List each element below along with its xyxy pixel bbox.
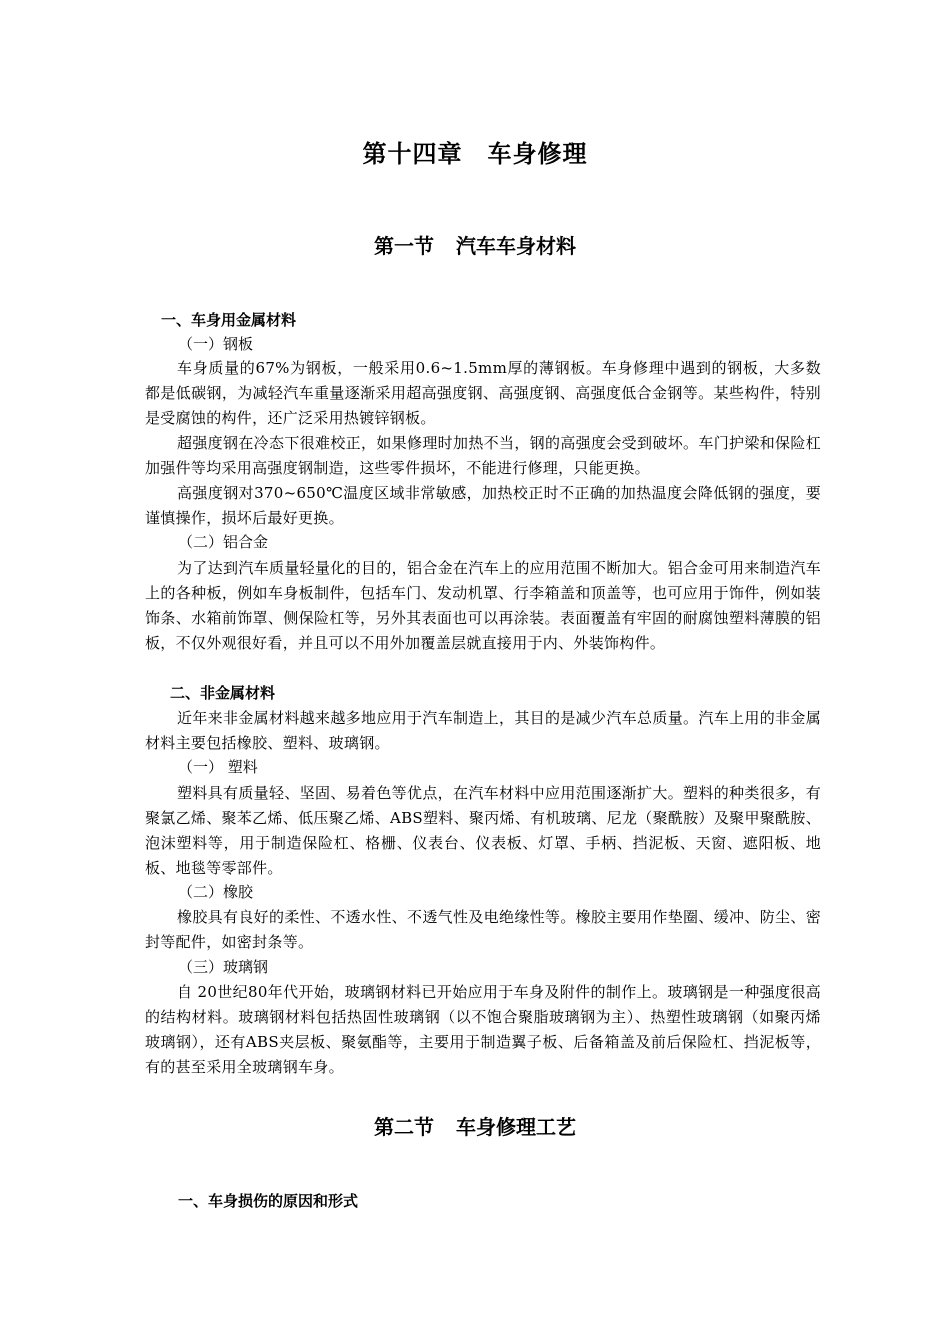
subheading-aluminum: （二）铝合金 xyxy=(178,533,269,551)
subheading-plastic: （一） 塑料 xyxy=(178,758,258,776)
heading-metal-materials: 一、车身用金属材料 xyxy=(161,311,297,329)
section-2-name: 车身修理工艺 xyxy=(456,1115,576,1139)
heading-nonmetal-materials: 二、非金属材料 xyxy=(170,684,276,702)
heading-damage-causes: 一、车身损伤的原因和形式 xyxy=(178,1192,359,1210)
subheading-rubber: （二）橡胶 xyxy=(178,883,254,901)
chapter-title: 第十四章 车身修理 xyxy=(362,140,588,168)
paragraph-fiberglass: 自 20世纪80年代开始，玻璃钢材料已开始应用于车身及附件的制作上。玻璃钢是一种强度很高的结构材料。玻璃钢材料包括热固性玻璃钢（以不饱合聚脂玻璃钢为主）、热塑性玻璃钢（如聚丙烯玻璃钢），还有ABS夹层板、聚氨酯等，主要用于制造翼子板、后备箱盖及前后保险杠、挡泥板等，有的甚至采用全玻璃钢车身。 xyxy=(145,983,821,1076)
paragraph-plastic: 塑料具有质量轻、坚固、易着色等优点，在汽车材料中应用范围逐渐扩大。塑料的种类很多，有聚氯乙烯、聚苯乙烯、低压聚乙烯、ABS塑料、聚丙烯、有机玻璃、尼龙（聚酰胺）及聚甲聚酰胺、泡沫塑料等，用于制造保险杠、格栅、仪表台、仪表板、灯罩、手柄、挡泥板、天窗、遮阳板、地板、地毯等零部件。 xyxy=(145,784,821,877)
paragraph-aluminum: 为了达到汽车质量轻量化的目的，铝合金在汽车上的应用范围不断加大。铝合金可用来制造汽车上的各种板，例如车身板制件，包括车门、发动机罩、行李箱盖和顶盖等，也可应用于饰件，例如装饰条、水箱前饰罩、侧保险杠等，另外其表面也可以再涂装。表面覆盖有牢固的耐腐蚀塑料薄膜的铝板，不仅外观很好看，并且可以不用外加覆盖层就直接用于内、外装饰构件。 xyxy=(145,559,821,652)
paragraph-steel-1: 车身质量的67%为钢板，一般采用0.6~1.5mm厚的薄钢板。车身修理中遇到的钢板，大多数都是低碳钢，为减轻汽车重量逐渐采用超高强度钢、高强度钢、高强度低合金钢等。某些构件，特别是受腐蚀的构件，还广泛采用热镀锌钢板。 xyxy=(145,359,821,427)
paragraph-steel-3: 高强度钢对370~650℃温度区域非常敏感，加热校正时不正确的加热温度会降低钢的强度，要谨慎操作，损坏后最好更换。 xyxy=(145,484,821,527)
paragraph-nonmetal: 近年来非金属材料越来越多地应用于汽车制造上，其目的是减少汽车总质量。汽车上用的非金属材料主要包括橡胶、塑料、玻璃钢。 xyxy=(145,709,821,752)
section-1-label: 第一节 xyxy=(374,234,434,258)
subheading-steel: （一）钢板 xyxy=(178,335,254,353)
section-2-label: 第二节 xyxy=(374,1115,434,1139)
subheading-fiberglass: （三）玻璃钢 xyxy=(178,958,269,976)
paragraph-steel-2: 超强度钢在冷态下很难校正，如果修理时加热不当，钢的高强度会受到破坏。车门护梁和保险杠加强件等均采用高强度钢制造，这些零件损坏，不能进行修理，只能更换。 xyxy=(145,434,821,477)
section-1-title xyxy=(0,230,950,259)
section-1-name: 汽车车身材料 xyxy=(456,234,576,258)
paragraph-rubber: 橡胶具有良好的柔性、不透水性、不透气性及电绝缘性等。橡胶主要用作垫圈、缓冲、防尘、密封等配件，如密封条等。 xyxy=(145,908,821,951)
section-2-title xyxy=(0,1111,950,1140)
